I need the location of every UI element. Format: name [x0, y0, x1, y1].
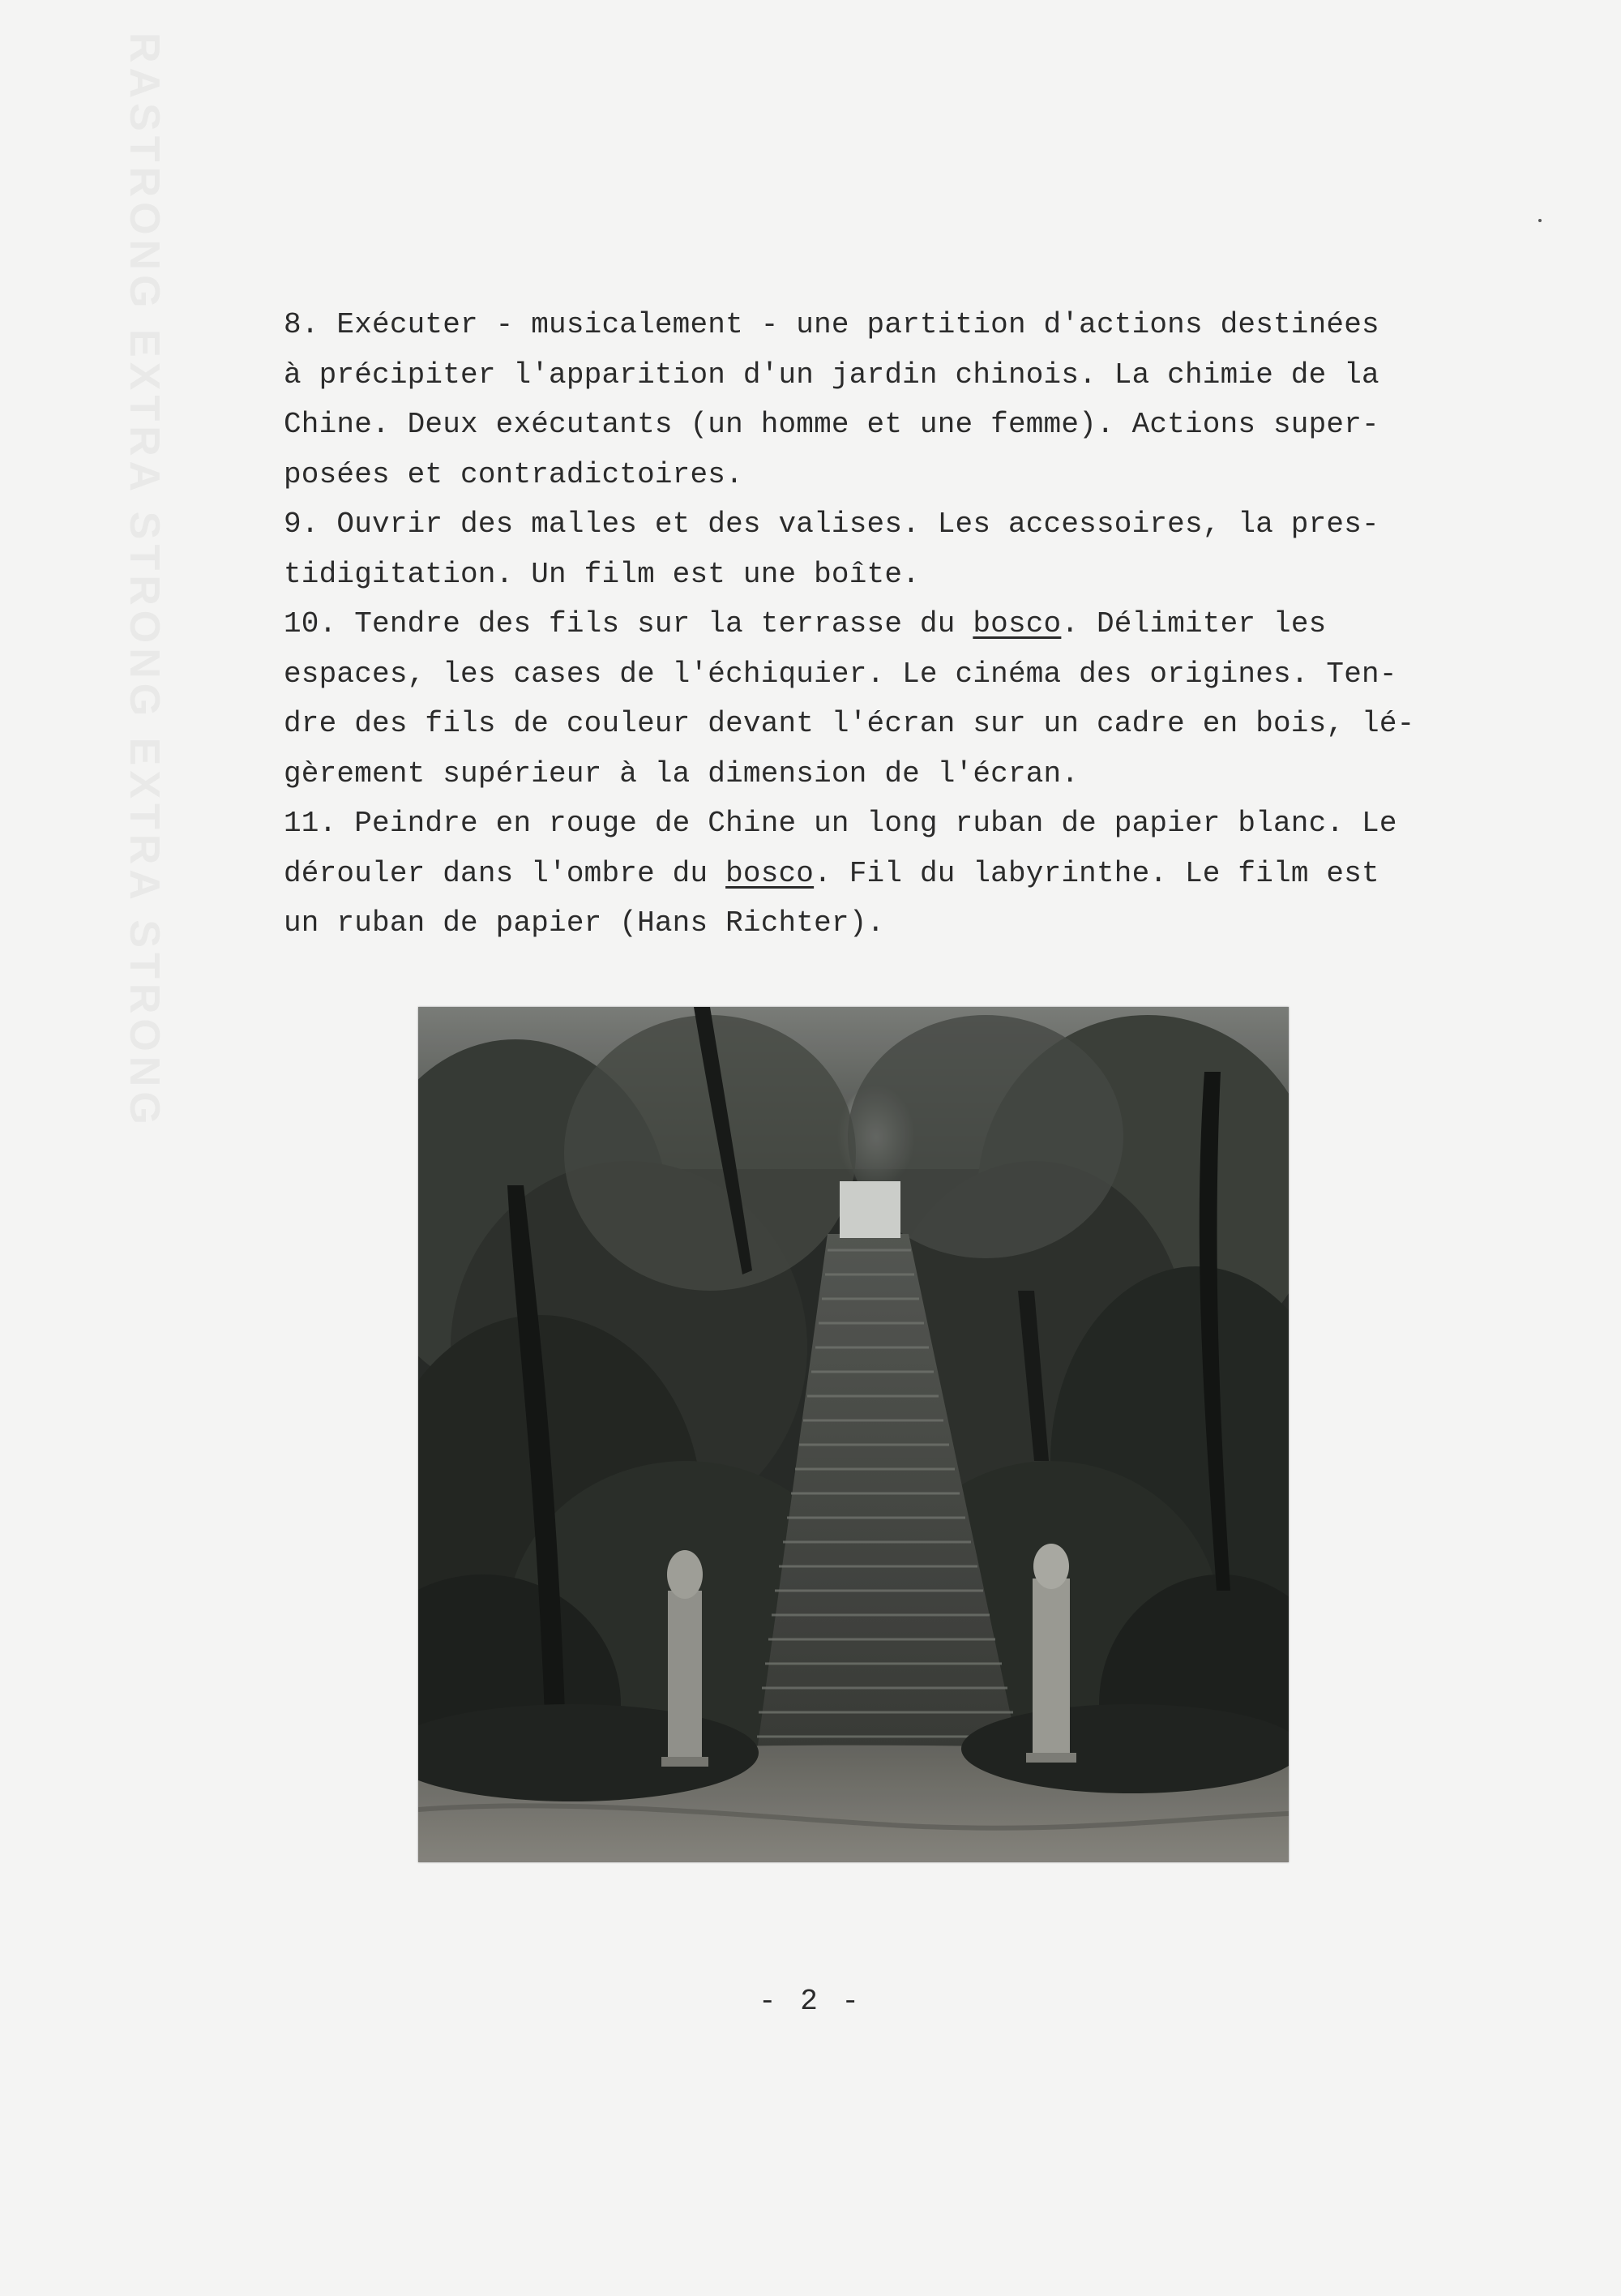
paper-watermark [120, 32, 169, 2059]
item-8-line-3: Chine. Deux exécutants (un homme et une femme). Actions super- [284, 408, 1379, 441]
watermark-text: RASTRONG EXTRA STRONG EXTRA STRONG [121, 32, 168, 1129]
page-number: - 2 - [758, 1985, 863, 2018]
paper-speck [1538, 219, 1542, 222]
item-11-line-3: un ruban de papier (Hans Richter). [284, 906, 885, 940]
item-11-line-1: 11. Peindre en rouge de Chine un long ruban de papier blanc. Le [284, 807, 1397, 840]
item-8-line-4: posées et contradictoires. [284, 457, 743, 491]
item-11-line-2 [284, 849, 1451, 899]
item-10-text-b: . Délimiter les [1061, 607, 1327, 640]
item-10-line-3: dre des fils de couleur devant l'écran sur un cadre en bois, lé- [284, 707, 1415, 740]
item-10-line-1 [284, 599, 1451, 649]
underlined-bosco: bosco [973, 607, 1062, 640]
item-11-text-b: . Fil du labyrinthe. Le film est [814, 856, 1379, 890]
item-11-text-a: dérouler dans l'ombre du [284, 856, 726, 890]
item-10-line-2: espaces, les cases de l'échiquier. Le cinéma des origines. Ten- [284, 657, 1397, 691]
garden-staircase-photo [418, 1007, 1289, 1862]
typed-text-block [284, 300, 1451, 949]
underlined-bosco: bosco [725, 856, 815, 890]
item-8-line-1: 8. Exécuter - musicalement - une partition d'actions destinées [284, 308, 1379, 341]
item-9-line-2: tidigitation. Un film est une boîte. [284, 557, 920, 591]
item-9-line-1: 9. Ouvrir des malles et des valises. Les accessoires, la pres- [284, 508, 1379, 541]
photo-illustration [418, 1007, 1289, 1862]
item-10-line-4: gèrement supérieur à la dimension de l'écran. [284, 756, 1080, 790]
item-10-text-a: 10. Tendre des fils sur la terrasse du [284, 607, 973, 640]
item-8-line-2: à précipiter l'apparition d'un jardin chinois. La chimie de la [284, 358, 1379, 392]
